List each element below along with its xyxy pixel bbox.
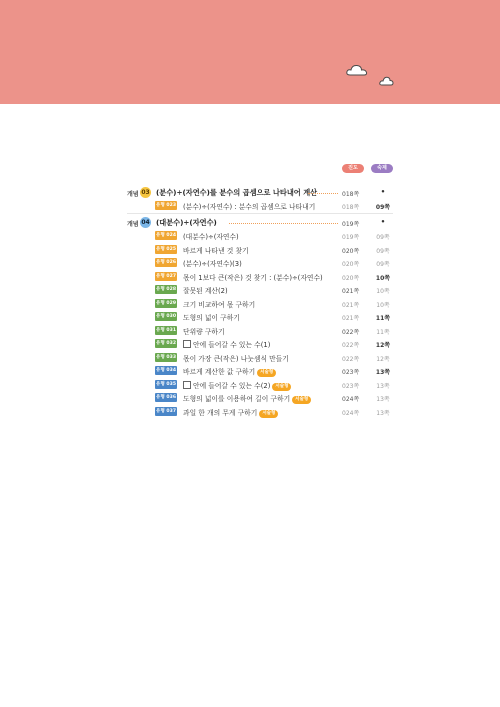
type-badge: 유형 031 (155, 327, 177, 333)
progress-page: 023쪽 (342, 369, 360, 376)
progress-column-header: 진도 (342, 164, 364, 173)
type-badge: 유형 030 (155, 314, 177, 319)
type-title-with-tag (183, 366, 276, 377)
type-row[interactable] (0, 325, 500, 338)
type-row[interactable] (0, 338, 500, 351)
type-title: 안에 들어갈 수 있는 수(1) (193, 341, 271, 349)
homework-page: 10쪽 (376, 301, 390, 309)
progress-page: 019쪽 (342, 234, 360, 241)
type-title: 안에 들어갈 수 있는 수(2) (193, 381, 271, 390)
type-row[interactable] (0, 406, 500, 419)
type-badge: 유형 036 (155, 395, 177, 400)
blank-box-icon (183, 381, 191, 389)
homework-page: 10쪽 (375, 274, 391, 282)
leader-dots (229, 223, 338, 224)
concept-title: (대분수)÷(자연수) (156, 218, 217, 227)
progress-page: 024쪽 (342, 409, 360, 417)
type-badge: 유형 035 (155, 381, 177, 387)
type-title-with-box-and-tag (183, 380, 291, 391)
progress-page: 024쪽 (342, 396, 360, 403)
concept-label: 개념 (127, 191, 139, 198)
progress-page: 023쪽 (342, 382, 360, 390)
type-title: 도형의 넓이를 이용하여 길이 구하기 (183, 395, 291, 403)
concept-label: 개념 (127, 221, 139, 228)
type-row[interactable] (0, 244, 500, 257)
type-title-with-tag (183, 407, 278, 418)
homework-page: 09쪽 (375, 204, 391, 211)
progress-page: 018쪽 (342, 191, 360, 198)
type-row[interactable] (0, 200, 500, 213)
progress-page: 021쪽 (342, 288, 360, 295)
blank-box-icon (183, 340, 191, 348)
descriptive-tag: 서술형 (257, 369, 276, 377)
type-row[interactable] (0, 271, 500, 284)
type-title: 몫이 가장 큰(작은) 나눗셈식 만들기 (183, 354, 289, 363)
homework-page: 13쪽 (376, 382, 390, 390)
type-badge: 유형 028 (155, 287, 177, 292)
progress-page: 021쪽 (342, 315, 360, 322)
type-badge: 유형 026 (155, 260, 177, 265)
type-title: 크기 비교하여 몫 구하기 (183, 300, 256, 309)
type-title: (분수)÷(자연수) : 분수의 곱셈으로 나타내기 (183, 203, 316, 211)
type-badge: 유형 037 (155, 408, 177, 414)
concept-row[interactable] (0, 217, 500, 230)
progress-page: 022쪽 (342, 342, 360, 349)
homework-page: 09쪽 (376, 234, 390, 241)
leader-dots (308, 193, 338, 194)
type-title-with-box (183, 339, 270, 349)
type-title-with-tag (183, 393, 311, 404)
homework-page: 13쪽 (376, 409, 390, 417)
progress-page: 019쪽 (342, 221, 360, 228)
type-title: (분수)÷(자연수)(3) (183, 260, 242, 268)
progress-page: 020쪽 (342, 261, 360, 268)
homework-page: 10쪽 (376, 288, 390, 295)
homework-column-header: 숙제 (371, 164, 393, 173)
type-title: (대분수)÷(자연수) (183, 233, 239, 241)
type-title: 바르게 계산한 값 구하기 (183, 368, 256, 376)
type-title: 도형의 넓이 구하기 (183, 314, 240, 322)
type-title: 과일 한 개의 무게 구하기 (183, 408, 258, 417)
homework-page: • (380, 188, 386, 196)
descriptive-tag: 서술형 (272, 383, 291, 391)
type-badge: 유형 025 (155, 246, 177, 252)
type-title: 몫이 1보다 큰(작은) 것 찾기 : (분수)÷(자연수) (183, 273, 323, 282)
type-row[interactable] (0, 230, 500, 243)
homework-page: 13쪽 (376, 396, 390, 403)
homework-page: 12쪽 (376, 355, 390, 363)
type-row[interactable] (0, 257, 500, 270)
divider (127, 213, 393, 214)
descriptive-tag: 서술형 (259, 410, 278, 418)
progress-page: 020쪽 (342, 247, 360, 255)
homework-page: 11쪽 (375, 315, 391, 322)
progress-page: 020쪽 (342, 274, 360, 282)
type-row[interactable] (0, 311, 500, 324)
progress-page: 022쪽 (342, 355, 360, 363)
type-title: 단위량 구하기 (183, 327, 225, 336)
type-title: 바르게 나타낸 것 찾기 (183, 246, 249, 255)
type-row[interactable] (0, 298, 500, 311)
homework-page: 09쪽 (376, 247, 390, 255)
type-row[interactable] (0, 365, 500, 378)
concept-row[interactable] (0, 187, 500, 200)
type-row[interactable] (0, 352, 500, 365)
concept-number-badge: 03 (141, 189, 150, 196)
type-badge: 유형 027 (155, 273, 177, 279)
homework-page: • (380, 218, 386, 226)
homework-page: 13쪽 (375, 369, 391, 376)
type-badge: 유형 033 (155, 354, 177, 360)
descriptive-tag: 서술형 (292, 396, 311, 404)
type-title: 잘못된 계산(2) (183, 287, 228, 295)
progress-page: 018쪽 (342, 204, 360, 211)
progress-page: 021쪽 (342, 301, 360, 309)
type-badge: 유형 032 (155, 341, 177, 346)
type-badge: 유형 034 (155, 368, 177, 373)
type-row[interactable] (0, 284, 500, 297)
homework-page: 09쪽 (376, 261, 390, 268)
progress-page: 022쪽 (342, 328, 360, 336)
type-badge: 유형 029 (155, 300, 177, 306)
concept-title: (분수)÷(자연수)를 분수의 곱셈으로 나타내어 계산 (156, 188, 318, 197)
type-row[interactable] (0, 392, 500, 405)
concept-number-badge: 04 (141, 219, 150, 226)
type-badge: 유형 023 (155, 203, 177, 208)
type-badge: 유형 024 (155, 233, 177, 238)
homework-page: 12쪽 (375, 342, 391, 349)
type-row[interactable] (0, 379, 500, 392)
homework-page: 11쪽 (376, 328, 390, 336)
